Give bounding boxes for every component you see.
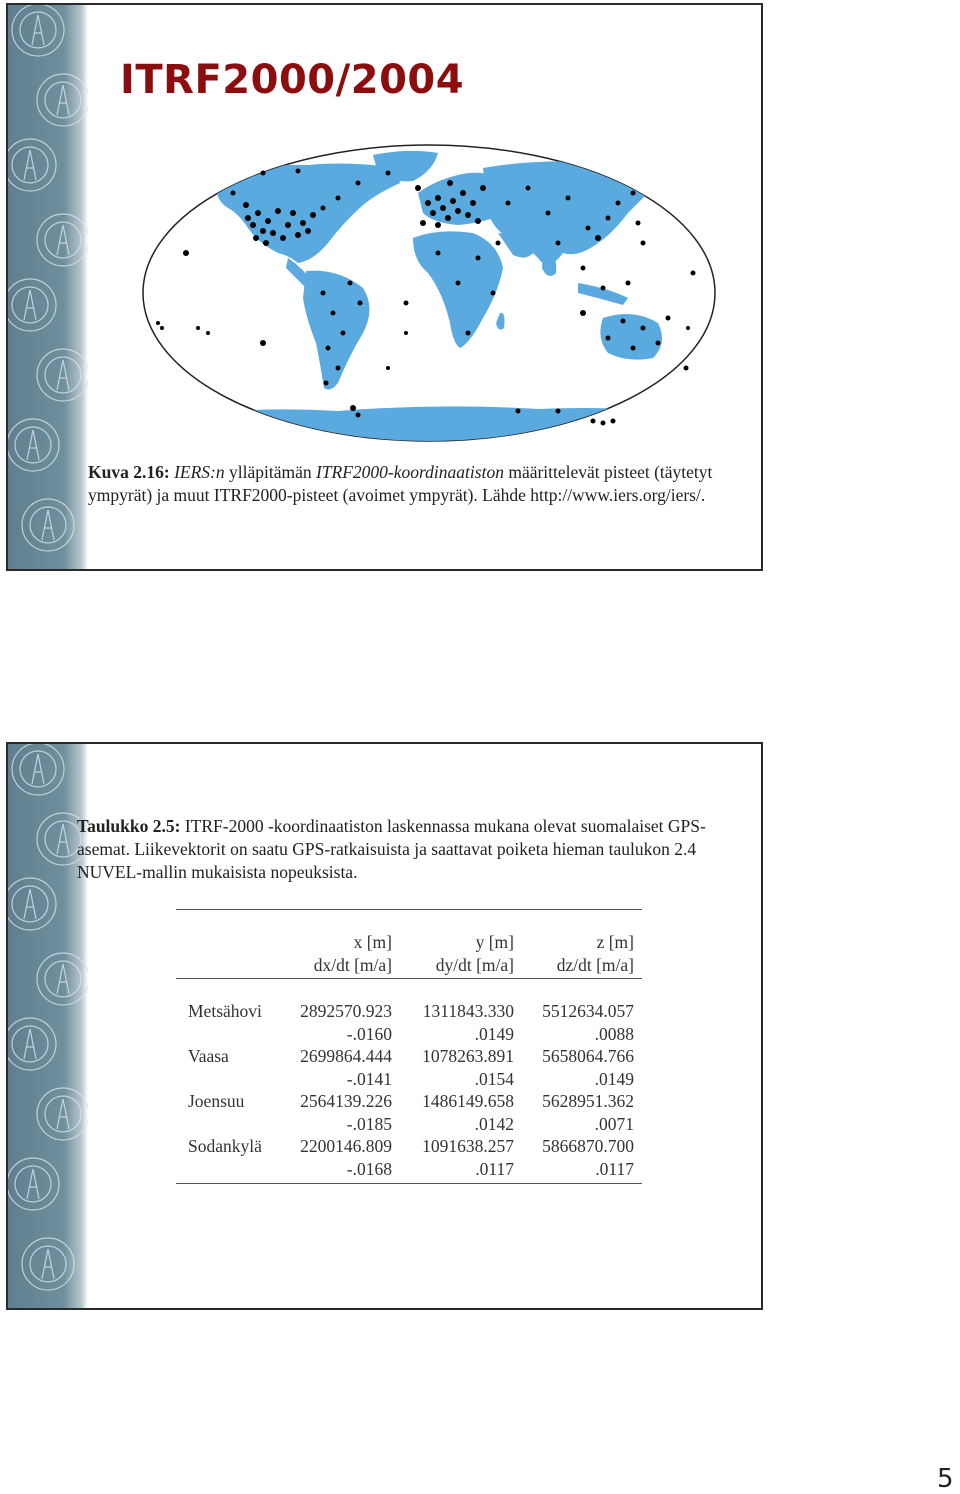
table-cell-x: 2892570.923 [300,1001,392,1021]
table-cell-dx: -.0185 [346,1114,392,1134]
table-cell-z: 5628951.362 [542,1091,634,1111]
table-cell-dx: -.0141 [346,1069,392,1089]
slide-1 [6,3,763,571]
table-cell-z: 5866870.700 [542,1136,634,1156]
table-cell-y: 1311843.330 [422,1001,514,1021]
caption-italic-iers: IERS:n [174,462,225,482]
caption-label: Kuva 2.16: [88,462,170,482]
header-z: z [m] [596,932,634,952]
table-cell-y: 1091638.257 [422,1136,514,1156]
caption-italic-itrf: ITRF2000-koordinaatiston [315,462,504,482]
institute-logo-strip [8,5,88,569]
slide-title: ITRF2000/2004 [120,57,465,103]
table-caption [77,815,755,884]
station-name: Sodankylä [188,1136,262,1156]
table-cell-x: 2200146.809 [300,1136,392,1156]
table-cell-dx: -.0160 [346,1024,392,1044]
table-cell-dz: .0088 [594,1024,634,1044]
caption-text-1: ylläpitämän [224,462,316,482]
table-cell-dy: .0154 [474,1069,514,1089]
institute-seal-pattern [8,744,88,1310]
table-header-rule [176,978,642,979]
world-map-itrf-stations [138,143,720,443]
table-cell-x: 2564139.226 [300,1091,392,1111]
caption-text-2: määrittelevät pisteet (täytetyt ympyrät) ja muut ITRF2000-pisteet (avoimet ympyrät). Lähde http://www.iers.org/iers/. [88,462,713,505]
table-cell-dz: .0149 [594,1069,634,1089]
station-name: Joensuu [188,1091,245,1111]
table-top-rule [176,909,642,910]
station-name: Vaasa [188,1046,229,1066]
table-cell-y: 1078263.891 [422,1046,514,1066]
table-cell-dy: .0142 [474,1114,514,1134]
station-name: Metsähovi [188,1001,262,1021]
header-dx: dx/dt [m/a] [313,955,392,975]
header-x: x [m] [353,932,392,952]
table-caption-text: ITRF-2000 -koordinaatiston laskennassa mukana olevat suomalaiset GPS-asemat. Liikevektorit on saatu GPS-ratkaisuista ja saattavat poiketa hieman taulukon 2.4 NUVEL-mallin mukaisista nopeuksista. [77,816,706,882]
table-cell-dz: .0117 [595,1159,634,1179]
institute-logo-strip [8,744,88,1308]
table-cell-z: 5512634.057 [542,1001,634,1021]
table-cell-z: 5658064.766 [542,1046,634,1066]
table-cell-y: 1486149.658 [422,1091,514,1111]
table-cell-x: 2699864.444 [300,1046,392,1066]
header-y: y [m] [475,932,514,952]
table-cell-dy: .0117 [475,1159,514,1179]
figure-caption [88,461,763,507]
table-caption-label: Taulukko 2.5: [77,816,181,836]
header-dz: dz/dt [m/a] [556,955,634,975]
page-number: 5 [937,1464,954,1494]
table-cell-dx: -.0168 [346,1159,392,1179]
institute-seal-pattern [8,5,88,571]
table-cell-dy: .0149 [474,1024,514,1044]
header-dy: dy/dt [m/a] [435,955,514,975]
table-cell-dz: .0071 [594,1114,634,1134]
table-bottom-rule [176,1183,642,1184]
